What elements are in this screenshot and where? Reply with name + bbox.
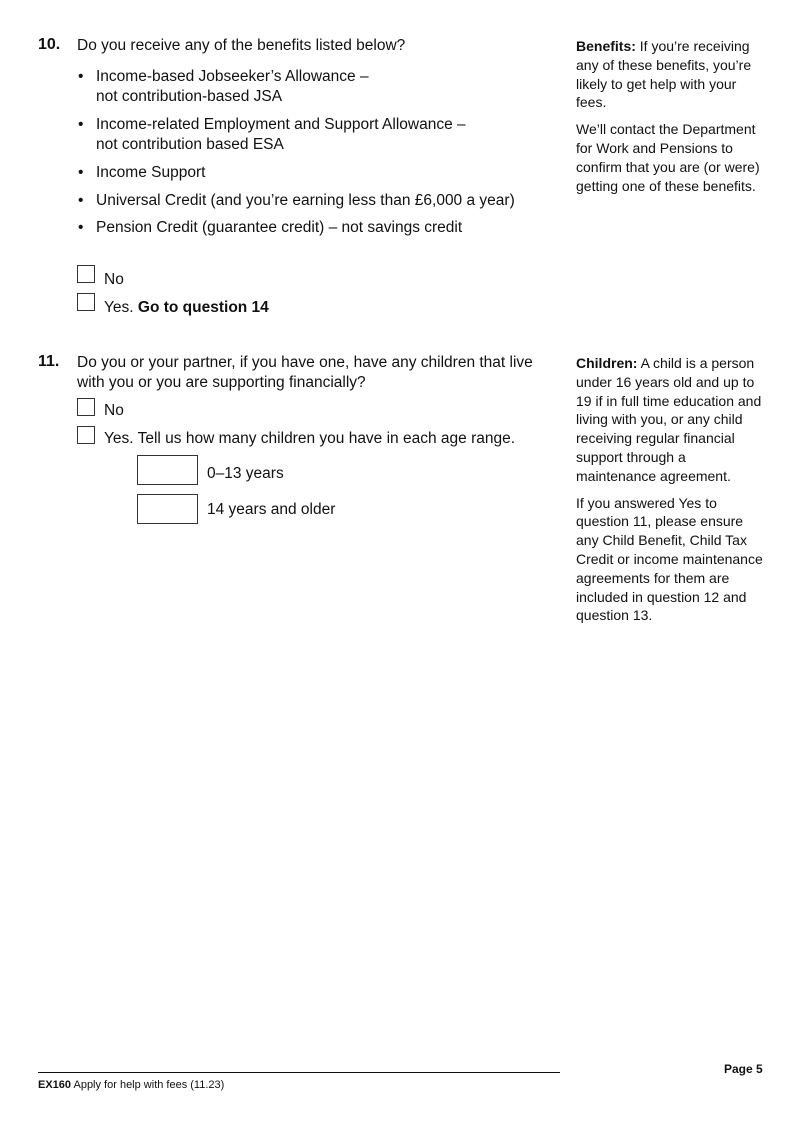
question-11-text: Do you or your partner, if you have one, have any children that live with you or you are supporting financially? xyxy=(77,354,533,391)
benefits-heading: Benefits: xyxy=(576,38,636,54)
list-item: • Pension Credit (guarantee credit) – not savings credit xyxy=(78,219,463,236)
q10-no-checkbox[interactable] xyxy=(77,265,95,283)
children-heading: Children: xyxy=(576,355,638,371)
benefits-dwp-note: We’ll contact the Department for Work and Pensions to confirm that you are (or were) getting one of these benefits. xyxy=(576,121,760,194)
footer-divider xyxy=(38,1072,560,1073)
list-item: • Income-related Employment and Support Allowance – not contribution based ESA xyxy=(78,116,466,153)
q11-yes-checkbox[interactable] xyxy=(77,426,95,444)
list-item: • Universal Credit (and you’re earning less than £6,000 a year) xyxy=(78,192,515,209)
children-0-13-input[interactable] xyxy=(137,455,198,485)
q10-yes-checkbox[interactable] xyxy=(77,293,95,311)
list-item: • Income Support xyxy=(78,164,206,181)
bullet-icon: • xyxy=(78,219,84,236)
q10-yes-label: Yes. Go to question 14 xyxy=(104,299,269,316)
age-range-0-13-label: 0–13 years xyxy=(207,465,284,482)
bullet-icon: • xyxy=(78,116,84,133)
question-10-number: 10. xyxy=(38,36,61,53)
question-11-number: 11. xyxy=(38,353,60,370)
footer-form-id: EX160 Apply for help with fees (11.23) xyxy=(38,1079,225,1091)
age-range-14-plus-label: 14 years and older xyxy=(207,501,336,518)
q11-yes-label: Yes. Tell us how many children you have in each age range. xyxy=(104,430,516,447)
children-inclusion-note: If you answered Yes to question 11, please ensure any Child Benefit, Child Tax Credit or income maintenance agreements for them are included in question 12 and question 13. xyxy=(576,494,763,624)
bullet-icon: • xyxy=(78,68,84,85)
q10-no-label: No xyxy=(104,271,124,288)
children-14-plus-input[interactable] xyxy=(137,494,198,524)
bullet-icon: • xyxy=(78,164,84,181)
list-item: • Income-based Jobseeker’s Allowance – not contribution-based JSA xyxy=(78,68,369,105)
go-to-question-14: Go to question 14 xyxy=(137,299,269,316)
q11-no-checkbox[interactable] xyxy=(77,398,95,416)
q11-no-label: No xyxy=(104,402,124,419)
question-10-text: Do you receive any of the benefits listed below? xyxy=(77,37,406,54)
bullet-icon: • xyxy=(78,192,84,209)
page-number: Page 5 xyxy=(724,1062,763,1076)
benefits-sidebar-note: Benefits: If you’re receiving any of these benefits, you’re likely to get help with your fees. We’ll contact the Department for Work and Pensions to confirm that you are (or were) getting one of these benefits. xyxy=(576,37,768,195)
children-sidebar-note: Children: A child is a person under 16 years old and up to 19 if in full time education and living with you, or any child receiving regular financial support through a maintenance agreement. If you answered Yes to question 11, please ensure any Child Benefit, Child Tax Credit or income maintenance agreements for them are included in question 12 and question 13. xyxy=(576,354,768,625)
